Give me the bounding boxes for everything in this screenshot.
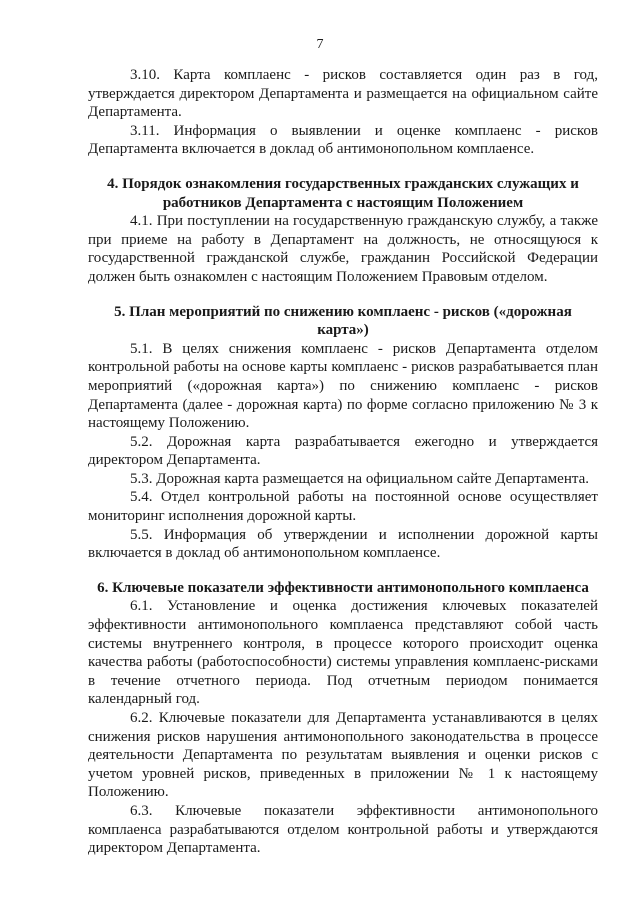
paragraph-6-2: 6.2. Ключевые показатели для Департамента устанавливаются в целях снижения рисков нарушения антимонопольного законодательства в процессе деятельности Департамента по результатам выявления и оценки рисков с учетом уровней рисков, приведенных в приложении № 1 к настоящему Положению. [88,710,598,801]
section-5-heading: 5. План мероприятий по снижению комплаенс - рисков («дорожная карта») [114,303,572,339]
page-number: 7 [316,37,324,52]
section-6-heading: 6. Ключевые показатели эффективности антимонопольного комплаенса [97,579,589,596]
paragraph-5-2: 5.2. Дорожная карта разрабатывается ежегодно и утверждается директором Департамента. [88,433,598,469]
paragraph-5-4: 5.4. Отдел контрольной работы на постоянной основе осуществляет мониторинг исполнения дорожной карты. [88,489,598,525]
paragraph-5-1: 5.1. В целях снижения комплаенс - рисков Департамента отделом контрольной работы на основе карты комплаенс - рисков разрабатывается план мероприятий («дорожная карта») по снижению комплаенс - рисков Департамента (далее - дорожная карта) по форме согласно приложению № 3 к настоящему Положению. [88,340,598,432]
paragraph-5-3: 5.3. Дорожная карта размещается на официальном сайте Департамента. [130,470,590,487]
paragraph-4-1: 4.1. При поступлении на государственную гражданскую службу, а также при приеме на работу в Департамент на должность, не относящуюся к государственной гражданской службе, гражданин Российской Федерации должен быть ознакомлен с настоящим Положением Правовым отделом. [88,213,598,285]
paragraph-3-10: 3.10. Карта комплаенс - рисков составляется один раз в год, утверждается директором Департамента и размещается на официальном сайте Департамента. [88,67,598,121]
document-body [88,66,598,858]
paragraph-6-3: 6.3. Ключевые показатели эффективности антимонопольного комплаенса разрабатываются отделом контрольной работы и утверждаются директором Департамента. [88,802,598,857]
section-4-heading: 4. Порядок ознакомления государственных гражданских служащих и работников Департамента с настоящим Положением [107,175,579,211]
paragraph-3-11: 3.11. Информация о выявлении и оценке комплаенс - рисков Департамента включается в доклад об антимонопольном комплаенсе. [88,122,598,158]
paragraph-6-1: 6.1. Установление и оценка достижения ключевых показателей эффективности антимонопольного комплаенса представляют собой часть системы внутреннего контроля, в процессе которого происходит оценка качества работы (работоспособности) системы управления комплаенс-рисками в течение отчетного периода. Под отчетным периодом понимается календарный год. [88,598,598,708]
paragraph-5-5: 5.5. Информация об утверждении и исполнении дорожной карты включается в доклад об антимонопольном комплаенсе. [88,526,598,562]
